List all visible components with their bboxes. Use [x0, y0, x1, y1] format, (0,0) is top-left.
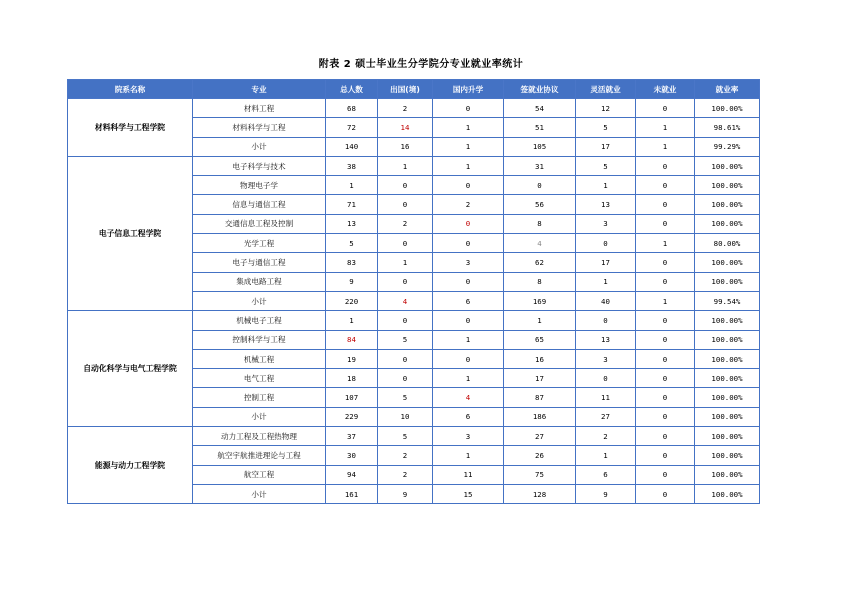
data-cell: 38: [326, 156, 378, 175]
table-row: [68, 427, 760, 446]
data-cell: 161: [326, 484, 378, 503]
data-cell: 100.00%: [695, 214, 760, 233]
college-name-cell: 能源与动力工程学院: [68, 427, 193, 504]
data-cell: 13: [576, 330, 636, 349]
data-cell: 4: [378, 291, 433, 310]
data-cell: 1: [504, 311, 576, 330]
data-cell: 100.00%: [695, 195, 760, 214]
data-cell: 6: [433, 291, 504, 310]
data-cell: 128: [504, 484, 576, 503]
major-name-cell: 电子科学与技术: [193, 156, 326, 175]
data-cell: 100.00%: [695, 156, 760, 175]
data-cell: 1: [576, 272, 636, 291]
data-cell: 3: [433, 253, 504, 272]
data-cell: 9: [326, 272, 378, 291]
data-cell: 37: [326, 427, 378, 446]
data-cell: 40: [576, 291, 636, 310]
data-cell: 100.00%: [695, 369, 760, 388]
table-row: [68, 311, 760, 330]
data-cell: 100.00%: [695, 427, 760, 446]
major-name-cell: 小计: [193, 484, 326, 503]
data-cell: 1: [433, 446, 504, 465]
data-cell: 3: [576, 349, 636, 368]
data-cell: 0: [378, 369, 433, 388]
data-cell: 1: [576, 446, 636, 465]
data-cell: 0: [636, 272, 695, 291]
data-cell: 1: [576, 176, 636, 195]
data-cell: 4: [504, 234, 576, 253]
data-cell: 100.00%: [695, 272, 760, 291]
major-name-cell: 材料工程: [193, 99, 326, 118]
data-cell: 17: [504, 369, 576, 388]
data-cell: 0: [378, 349, 433, 368]
data-cell: 0: [636, 427, 695, 446]
major-name-cell: 小计: [193, 137, 326, 156]
data-cell: 100.00%: [695, 388, 760, 407]
data-cell: 0: [636, 388, 695, 407]
table-title: 附表 2 硕士毕业生分学院分专业就业率统计: [318, 59, 524, 70]
data-cell: 3: [433, 427, 504, 446]
major-name-cell: 材料科学与工程: [193, 118, 326, 137]
data-cell: 0: [378, 176, 433, 195]
data-cell: 140: [326, 137, 378, 156]
data-cell: 1: [636, 118, 695, 137]
data-cell: 8: [504, 272, 576, 291]
data-cell: 0: [636, 214, 695, 233]
data-cell: 68: [326, 99, 378, 118]
data-cell: 0: [636, 369, 695, 388]
col-header-college[interactable]: 院系名称: [68, 80, 193, 99]
data-cell: 0: [433, 349, 504, 368]
data-cell: 75: [504, 465, 576, 484]
data-cell: 5: [378, 330, 433, 349]
data-cell: 0: [636, 99, 695, 118]
data-cell: 0: [636, 446, 695, 465]
data-cell: 0: [636, 253, 695, 272]
data-cell: 100.00%: [695, 484, 760, 503]
data-cell: 98.61%: [695, 118, 760, 137]
data-cell: 0: [636, 156, 695, 175]
table-row: [68, 156, 760, 175]
col-header-flexible[interactable]: 灵活就业: [576, 80, 636, 99]
data-cell: 65: [504, 330, 576, 349]
data-cell: 3: [576, 214, 636, 233]
data-cell: 2: [378, 446, 433, 465]
data-cell: 11: [433, 465, 504, 484]
data-cell: 5: [378, 427, 433, 446]
data-cell: 99.54%: [695, 291, 760, 310]
data-cell: 2: [378, 465, 433, 484]
major-name-cell: 信息与通信工程: [193, 195, 326, 214]
data-cell: 0: [636, 195, 695, 214]
data-cell: 100.00%: [695, 253, 760, 272]
data-cell: 2: [433, 195, 504, 214]
data-cell: 5: [378, 388, 433, 407]
major-name-cell: 控制科学与工程: [193, 330, 326, 349]
major-name-cell: 电子与通信工程: [193, 253, 326, 272]
major-name-cell: 电气工程: [193, 369, 326, 388]
data-cell: 15: [433, 484, 504, 503]
data-cell: 100.00%: [695, 407, 760, 426]
data-cell: 1: [636, 291, 695, 310]
data-cell: 5: [576, 118, 636, 137]
data-cell: 1: [433, 118, 504, 137]
major-name-cell: 动力工程及工程热物理: [193, 427, 326, 446]
data-cell: 100.00%: [695, 311, 760, 330]
data-cell: 16: [378, 137, 433, 156]
major-name-cell: 小计: [193, 407, 326, 426]
data-cell: 100.00%: [695, 349, 760, 368]
data-cell: 1: [636, 234, 695, 253]
data-cell: 9: [576, 484, 636, 503]
data-cell: 0: [576, 234, 636, 253]
data-cell: 27: [576, 407, 636, 426]
data-cell: 8: [504, 214, 576, 233]
data-cell: 0: [433, 272, 504, 291]
data-cell: 56: [504, 195, 576, 214]
data-cell: 6: [576, 465, 636, 484]
data-cell: 100.00%: [695, 99, 760, 118]
data-cell: 94: [326, 465, 378, 484]
data-cell: 2: [378, 214, 433, 233]
data-cell: 31: [504, 156, 576, 175]
data-cell: 9: [378, 484, 433, 503]
college-name-cell: 电子信息工程学院: [68, 156, 193, 310]
data-cell: 0: [576, 369, 636, 388]
data-cell: 100.00%: [695, 176, 760, 195]
data-cell: 99.29%: [695, 137, 760, 156]
major-name-cell: 光学工程: [193, 234, 326, 253]
data-cell: 0: [636, 349, 695, 368]
data-cell: 51: [504, 118, 576, 137]
data-cell: 71: [326, 195, 378, 214]
data-cell: 62: [504, 253, 576, 272]
data-cell: 72: [326, 118, 378, 137]
data-cell: 100.00%: [695, 330, 760, 349]
data-cell: 1: [433, 156, 504, 175]
data-cell: 16: [504, 349, 576, 368]
data-cell: 220: [326, 291, 378, 310]
data-cell: 5: [576, 156, 636, 175]
table-body: [68, 99, 760, 504]
data-cell: 0: [433, 176, 504, 195]
data-cell: 2: [378, 99, 433, 118]
col-header-unemployed[interactable]: 未就业: [636, 80, 695, 99]
data-cell: 0: [378, 272, 433, 291]
data-cell: 1: [433, 369, 504, 388]
data-cell: 80.00%: [695, 234, 760, 253]
data-cell: 2: [576, 427, 636, 446]
data-cell: 1: [433, 330, 504, 349]
data-cell: 0: [378, 311, 433, 330]
data-cell: 1: [636, 137, 695, 156]
major-name-cell: 机械工程: [193, 349, 326, 368]
data-cell: 30: [326, 446, 378, 465]
data-cell: 0: [433, 214, 504, 233]
header-row: [68, 80, 760, 99]
data-cell: 1: [433, 137, 504, 156]
data-cell: 100.00%: [695, 465, 760, 484]
data-cell: 169: [504, 291, 576, 310]
data-cell: 12: [576, 99, 636, 118]
major-name-cell: 控制工程: [193, 388, 326, 407]
major-name-cell: 小计: [193, 291, 326, 310]
data-cell: 87: [504, 388, 576, 407]
table-row: [68, 99, 760, 118]
major-name-cell: 交通信息工程及控制: [193, 214, 326, 233]
data-cell: 14: [378, 118, 433, 137]
data-cell: 54: [504, 99, 576, 118]
data-cell: 83: [326, 253, 378, 272]
employment-stats-table: [67, 79, 760, 504]
data-cell: 229: [326, 407, 378, 426]
data-cell: 0: [636, 484, 695, 503]
data-cell: 0: [636, 330, 695, 349]
data-cell: 1: [326, 176, 378, 195]
data-cell: 0: [378, 234, 433, 253]
data-cell: 0: [504, 176, 576, 195]
data-cell: 13: [576, 195, 636, 214]
major-name-cell: 航空工程: [193, 465, 326, 484]
data-cell: 0: [636, 407, 695, 426]
data-cell: 1: [326, 311, 378, 330]
college-name-cell: 材料科学与工程学院: [68, 99, 193, 157]
data-cell: 0: [636, 176, 695, 195]
data-cell: 105: [504, 137, 576, 156]
data-cell: 27: [504, 427, 576, 446]
data-cell: 0: [636, 311, 695, 330]
data-cell: 0: [636, 465, 695, 484]
data-cell: 5: [326, 234, 378, 253]
data-cell: 26: [504, 446, 576, 465]
data-cell: 186: [504, 407, 576, 426]
data-cell: 100.00%: [695, 446, 760, 465]
data-cell: 0: [433, 311, 504, 330]
col-header-further-study[interactable]: 国内升学: [433, 80, 504, 99]
data-cell: 13: [326, 214, 378, 233]
data-cell: 1: [378, 156, 433, 175]
col-header-rate[interactable]: 就业率: [695, 80, 760, 99]
data-cell: 0: [433, 99, 504, 118]
data-cell: 0: [378, 195, 433, 214]
major-name-cell: 集成电路工程: [193, 272, 326, 291]
data-cell: 84: [326, 330, 378, 349]
data-cell: 17: [576, 253, 636, 272]
data-cell: 18: [326, 369, 378, 388]
major-name-cell: 机械电子工程: [193, 311, 326, 330]
data-cell: 107: [326, 388, 378, 407]
college-name-cell: 自动化科学与电气工程学院: [68, 311, 193, 427]
data-cell: 1: [378, 253, 433, 272]
col-header-total[interactable]: 总人数: [326, 80, 378, 99]
data-cell: 6: [433, 407, 504, 426]
major-name-cell: 航空宇航推进理论与工程: [193, 446, 326, 465]
data-cell: 11: [576, 388, 636, 407]
data-cell: 19: [326, 349, 378, 368]
data-cell: 0: [433, 234, 504, 253]
col-header-signed[interactable]: 签就业协议: [504, 80, 576, 99]
col-header-major[interactable]: 专业: [193, 80, 326, 99]
col-header-abroad[interactable]: 出国(境): [378, 80, 433, 99]
data-cell: 10: [378, 407, 433, 426]
data-cell: 4: [433, 388, 504, 407]
data-cell: 0: [576, 311, 636, 330]
data-cell: 17: [576, 137, 636, 156]
major-name-cell: 物理电子学: [193, 176, 326, 195]
